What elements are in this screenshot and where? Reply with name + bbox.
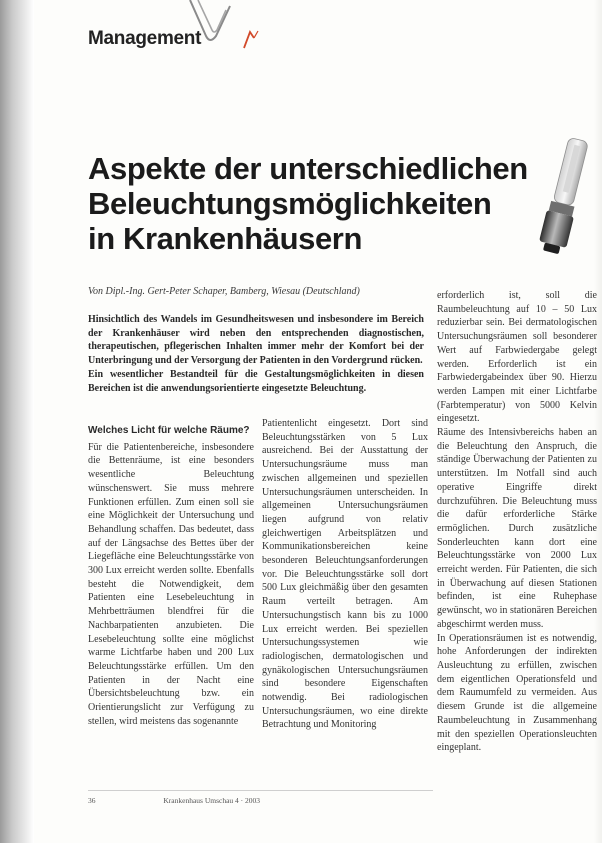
byline: Von Dipl.-Ing. Gert-Peter Schaper, Bamberg, Wiesau (Deutschland) <box>88 286 360 297</box>
abstract-paragraph: Ein wesentlicher Bestandteil für die Gestaltungsmöglichkeiten in diesen Bereichen ist die anwendungsorientierte eingesetzte Beleuchtung. <box>88 368 424 394</box>
column-text: Patientenlicht eingesetzt. Dort sind Beleuchtungsstärken von 5 Lux ausreichend. Bei der Ausstattung der Untersuchungsräume muss man zwischen allgemeinen und speziellen Untersuchungsräumen unterscheiden. In allgemeinen Untersuchungsräumen liegen aufgrund von relativ gleichwertigen Arbeitsplätzen und Kommunikationsbereichen keine besonderen Beleuchtungsanforderungen vor. Die Beleuchtungsstärke soll dort 500 Lux gleichmäßig über den gesamten Raum verteilt betragen. Am Untersuchungstisch kann bis zu 1000 Lux erreicht werden. Bei speziellen Untersuchungssystemen wie radiologischen, dermatologischen und gynäkologischen Untersuchungsräumen sind besondere Eigenschaften notwendig. Bei radiologischen Untersuchungsräumen, wo eine direkte Betrachtung und Monitoring <box>262 418 428 731</box>
column-text: Für die Patientenbereiche, insbesondere die Bettenräume, ist eine besonders wesentliche Beleuchtung wünschenswert. Sie muss mehrere Funktionen erfüllen. Zum einen soll sie eine Möglichkeit der Untersuchung und Behandlung schaffen. Das bedeutet, dass auf der Längsachse des Bettes über der Liegefläche eine Beleuchtungsstärke von 300 Lux erreicht werden sollte. Ebenfalls besteht die Notwendigkeit, dem Patienten eine Lesebeleuchtung in Mehrbetträumen blendfrei für die Nachbarpatienten anzubieten. Die Lesebeleuchtung sollte eine möglichst warme Lichtfarbe haben und 200 Lux Beleuchtungsstärke erfüllen. Um den Patienten in der Nacht eine Übersichtsbeleuchtung bzw. ein Orientierungslicht zur Verfügung zu stellen, wird meistens das sogenannte <box>88 441 254 727</box>
abstract-paragraph: Hinsichtlich des Wandels im Gesundheitswesen und insbesondere im Bereich der Krankenhäuser wird neben den entsprechenden diagnostischen, therapeutischen, pflegerischen Inhalten immer mehr der Komfort bei der Unterbringung und der Versorgung der Patienten in den Vordergrund rücken. <box>88 314 424 367</box>
scan-shadow <box>0 0 34 843</box>
title-line: in Krankenhäusern <box>88 221 363 256</box>
article-title <box>88 151 548 256</box>
column-text: In Operationsräumen ist es notwendig, hohe Anforderungen der indirekten Ausleuchtung zu erfüllen, zwischen dem eigentlichen Operationsfeld und dem Raumumfeld zu vermeiden. Aus diesem Grunde ist die allgemeine Raumbeleuchtung in Zusammenhang mit den speziellen Operationsleuchten eingeplant. <box>437 632 597 754</box>
page-number: 36 <box>88 796 96 805</box>
title-line: Aspekte der unterschiedlichen <box>88 151 528 186</box>
journal-name: Krankenhaus Umschau 4 · 2003 <box>163 796 261 805</box>
column-middle <box>262 417 428 732</box>
section-mark-icon <box>240 28 262 50</box>
column-text: erforderlich ist, soll die Raumbeleuchtung auf 10 – 50 Lux reduzierbar sein. Bei dermatologischen Untersuchungsräumen soll besonderer Wert auf Farbwiedergabe gelegt werden. Erforderlich ist ein Farbwiedergabeindex über 90. Hierzu werden Lampen mit einer Lichtfarbe (Farbtemperatur) von 5000 Kelvin eingesetzt. <box>437 290 597 425</box>
title-line: Beleuchtungsmöglichkeiten <box>88 186 492 221</box>
column-text: Räume des Intensivbereichs haben an die Beleuchtung den Anspruch, die ständige Überwachung der Patienten zu unterstützen. Im Notfall sind auch operative Eingriffe direkt durchzuführen. Die Beleuchtung muss die dafür erforderliche Stärke ermöglichen. Durch zusätzliche Sonderleuchten kann dort eine Beleuchtungsstärke von 2000 Lux erreicht werden. Für Patienten, die sich in Überwachung auf diesen Stationen befinden, ist eine Ruhephase gewünscht, wo in stationären Bereichen abgeschirmt werden muss. <box>437 427 597 630</box>
footer-rule <box>88 790 433 791</box>
column-left <box>88 424 254 728</box>
column-heading: Welches Licht für welche Räume? <box>88 425 250 436</box>
abstract <box>88 313 424 395</box>
lamp-bulb-image <box>535 130 595 260</box>
column-right <box>437 289 597 755</box>
footer <box>88 796 260 805</box>
section-label: Management <box>88 28 202 49</box>
